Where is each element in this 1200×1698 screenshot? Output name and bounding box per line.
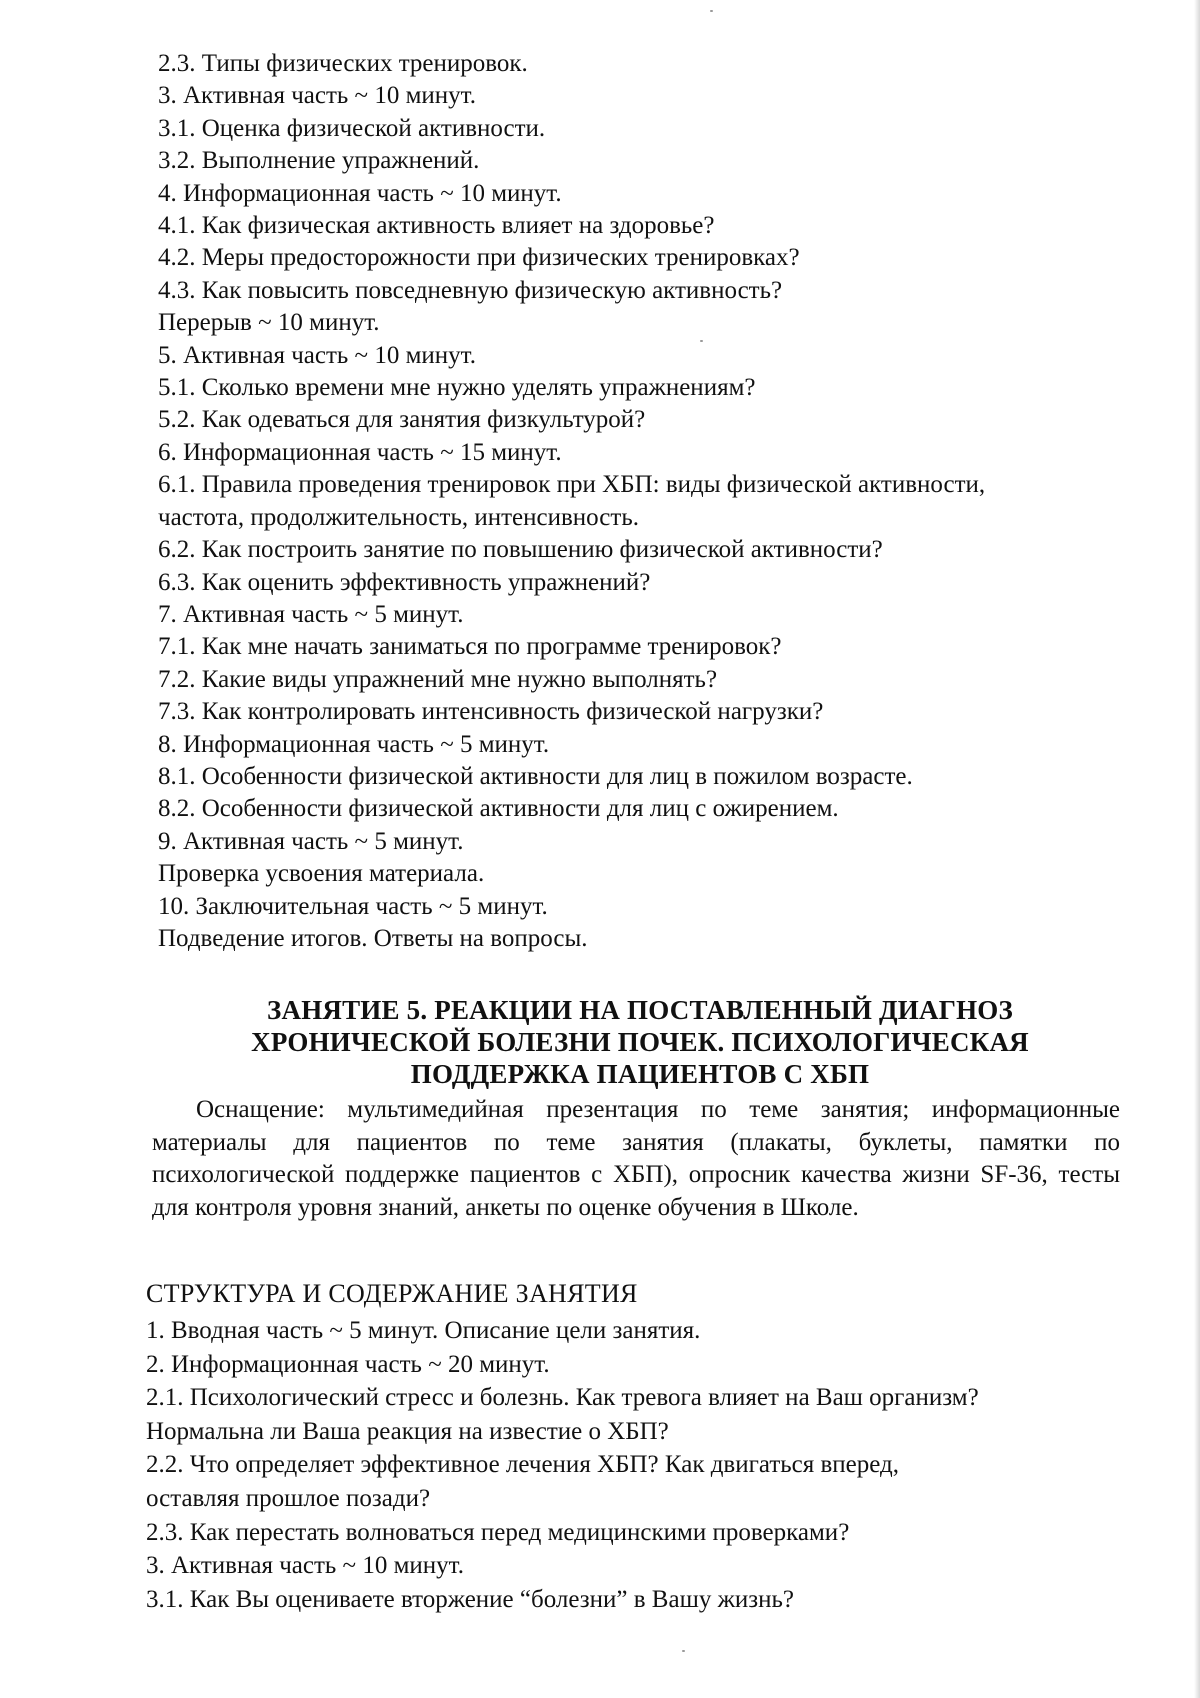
list-item: Подведение итогов. Ответы на вопросы. (158, 924, 588, 952)
list-item: 7.1. Как мне начать заниматься по программе тренировок? (158, 633, 782, 661)
list-item: 1. Вводная часть ~ 5 минут. Описание цели занятия. (146, 1317, 701, 1344)
list-item: 2.2. Что определяет эффективное лечения ХБП? Как двигаться вперед, (146, 1451, 900, 1479)
list-item: 4.1. Как физическая активность влияет на здоровье? (158, 212, 715, 240)
list-item: 5.1. Сколько времени мне нужно уделять упражнениям? (158, 374, 756, 402)
list-item: 3.1. Оценка физической активности. (158, 114, 546, 142)
list-item: 9. Активная часть ~ 5 минут. (158, 827, 464, 855)
list-item: оставляя прошлое позади? (146, 1484, 431, 1512)
list-item: Проверка усвоения материала. (158, 860, 485, 888)
list-item: 3.1. Как Вы оцениваете вторжение “болезни” в Вашу жизнь? (146, 1585, 794, 1613)
list-item: 3.2. Выполнение упражнений. (158, 147, 480, 175)
heading-line: ЗАНЯТИЕ 5. РЕАКЦИИ НА ПОСТАВЛЕННЫЙ ДИАГНОЗ (267, 995, 1013, 1025)
list-item: 7.3. Как контролировать интенсивность физической нагрузки? (158, 698, 824, 726)
lesson-5-heading (150, 994, 1130, 1090)
list-item: Перерыв ~ 10 минут. (158, 309, 380, 337)
list-item: частота, продолжительность, интенсивность. (158, 503, 639, 531)
list-item: 6.3. Как оценить эффективность упражнений? (158, 568, 651, 596)
list-item: 2.3. Как перестать волноваться перед медицинскими проверками? (146, 1518, 850, 1546)
scan-speck (682, 1650, 685, 1652)
list-item: 4.2. Меры предосторожности при физических тренировках? (158, 244, 800, 272)
list-item: 7.2. Какие виды упражнений мне нужно выполнять? (158, 665, 718, 693)
list-item: 6. Информационная часть ~ 15 минут. (158, 438, 562, 466)
list-item: 2. Информационная часть ~ 20 минут. (146, 1350, 550, 1378)
list-item: 8.2. Особенности физической активности для лиц с ожирением. (158, 795, 839, 823)
list-item: 5. Активная часть ~ 10 минут. (158, 341, 476, 369)
list-item: 3. Активная часть ~ 10 минут. (146, 1552, 464, 1580)
list-item: 3. Активная часть ~ 10 минут. (158, 82, 476, 110)
list-item: 4.3. Как повысить повседневную физическую активность? (158, 276, 783, 304)
lesson-5-structure-list (146, 1314, 1146, 1616)
heading-line: ПОДДЕРЖКА ПАЦИЕНТОВ С ХБП (410, 1059, 870, 1089)
structure-section-title: СТРУКТУРА И СОДЕРЖАНИЕ ЗАНЯТИЯ (146, 1279, 638, 1308)
list-item: 8.1. Особенности физической активности для лиц в пожилом возрасте. (158, 762, 913, 790)
scan-speck (700, 340, 703, 342)
list-item: Нормальна ли Ваша реакция на известие о ХБП? (146, 1417, 669, 1445)
list-item: 5.2. Как одеваться для занятия физкультурой? (158, 406, 646, 434)
list-item: 6.1. Правила проведения тренировок при ХБП: виды физической активности, (158, 471, 986, 499)
list-item: 6.2. Как построить занятие по повышению физической активности? (158, 536, 883, 564)
list-item: 2.3. Типы физических тренировок. (158, 50, 528, 77)
list-item: 2.1. Психологический стресс и болезнь. Как тревога влияет на Ваш организм? (146, 1384, 979, 1412)
equipment-paragraph: Оснащение: мультимедийная презентация по теме занятия; информационные материалы для пациентов по теме занятия (плакаты, буклеты, памятки по психологической поддержке пациентов с ХБП), опросник качества жизни SF-36, тесты для контроля уровня знаний, анкеты по оценке обучения в Школе. (152, 1096, 1120, 1221)
list-item: 10. Заключительная часть ~ 5 минут. (158, 892, 548, 920)
scan-speck (710, 10, 713, 12)
lesson-4-content-list (158, 48, 1158, 955)
list-item: 4. Информационная часть ~ 10 минут. (158, 179, 562, 207)
heading-line: ХРОНИЧЕСКОЙ БОЛЕЗНИ ПОЧЕК. ПСИХОЛОГИЧЕСКАЯ (251, 1027, 1029, 1057)
list-item: 7. Активная часть ~ 5 минут. (158, 600, 464, 628)
page-edge-shadow (1194, 0, 1200, 1698)
list-item: 8. Информационная часть ~ 5 минут. (158, 730, 550, 758)
